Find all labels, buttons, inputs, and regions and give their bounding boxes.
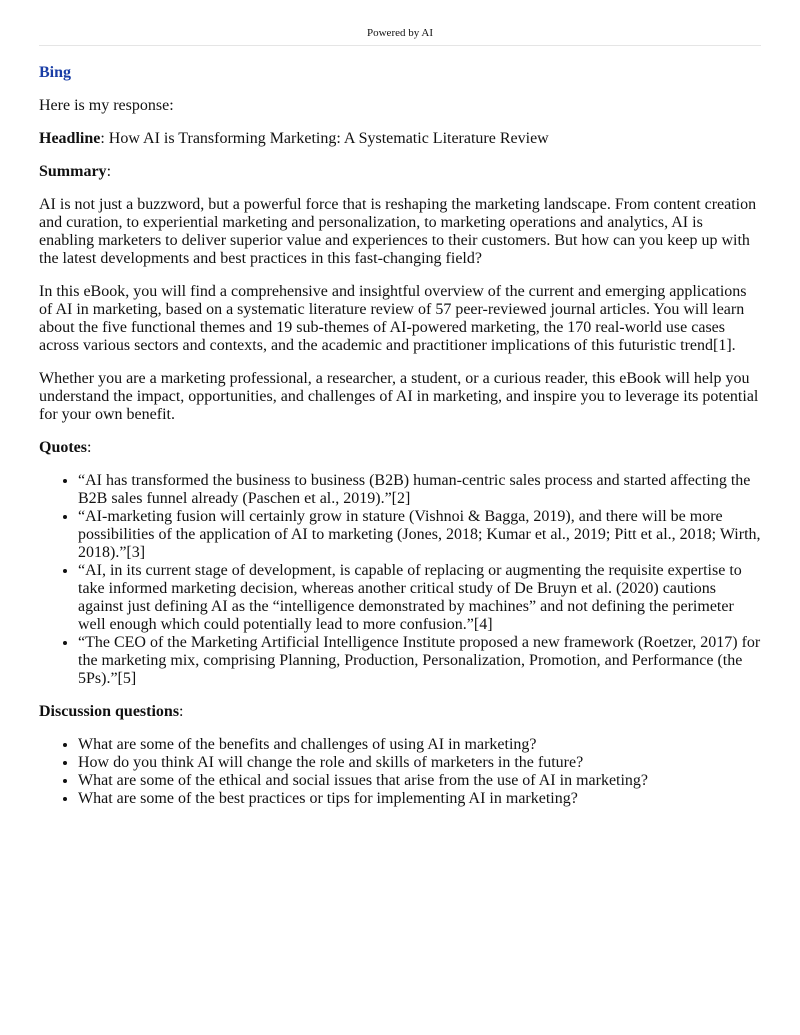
discussion-list — [39, 736, 761, 808]
summary-paragraph-3: Whether you are a marketing professional, a researcher, a student, or a curious reader, this eBook will help you understand the impact, opportunities, and challenges of AI in marketing, and inspire you to leverage its potential for your own benefit. — [39, 370, 759, 423]
quotes-colon: : — [87, 439, 92, 456]
discussion-item-3: • What are some of the ethical and social issues that arise from the use of AI in marketing? — [78, 772, 761, 790]
discussion-colon: : — [179, 703, 184, 720]
quote-item-4: • “The CEO of the Marketing Artificial Intelligence Institute proposed a new framework (Roetzer, 2017) for the marketing mix, comprising Planning, Production, Personalization, Promotion, and Performance (the 5Ps).”[5] — [78, 634, 761, 688]
discussion-item-4: • What are some of the best practices or tips for implementing AI in marketing? — [78, 790, 761, 808]
discussion-heading — [39, 703, 761, 721]
quotes-label: Quotes — [39, 439, 87, 456]
quotes-heading — [39, 439, 761, 457]
quotes-list — [39, 472, 761, 688]
summary-paragraph-2: In this eBook, you will find a comprehensive and insightful overview of the current and emerging applications of AI in marketing, based on a systematic literature review of 57 peer-reviewed journal articles. You will learn about the five functional themes and 19 sub-themes of AI-powered marketing, the 170 real-world use cases across various sectors and contexts, and the academic and practitioner implications of this futuristic trend[1]. — [39, 283, 747, 354]
powered-by-header: Powered by AI — [39, 0, 761, 46]
quote-item-3: • “AI, in its current stage of development, is capable of replacing or augmenting the requisite expertise to take informed marketing decision, whereas another critical study of De Bruyn et al. (2020) cautions against just defining AI as the “intelligence demonstrated by machines” and not defining the perimeter well enough which could potentially lead to more confusion.”[4] — [78, 562, 761, 634]
summary-label: Summary — [39, 163, 107, 180]
summary-heading — [39, 163, 761, 181]
intro-text: Here is my response: — [39, 97, 174, 114]
discussion-label: Discussion questions — [39, 703, 180, 720]
summary-colon: : — [106, 163, 112, 180]
discussion-item-1: • What are some of the benefits and challenges of using AI in marketing? — [78, 736, 761, 754]
summary-paragraph-1: AI is not just a buzzword, but a powerful force that is reshaping the marketing landscape. From content creation and curation, to experiential marketing and personalization, to marketing operations and analytics, AI is enabling marketers to deliver superior value and experiences to their customers. But how can you keep up with the latest developments and best practices in this fast-changing field? — [39, 196, 757, 267]
headline-line — [39, 130, 761, 148]
quote-item-2: • “AI-marketing fusion will certainly grow in stature (Vishnoi & Bagga, 2019), and there will be more possibilities of the application of AI to marketing (Jones, 2018; Kumar et al., 2019; Pitt et al., 2018; Wirth, 2018).”[3] — [78, 508, 761, 562]
quote-item-1: • “AI has transformed the business to business (B2B) human-centric sales process and started affecting the B2B sales funnel already (Paschen et al., 2019).”[2] — [78, 472, 761, 508]
brand-title: Bing — [39, 64, 72, 81]
headline-text: : How AI is Transforming Marketing: A Systematic Literature Review — [100, 130, 549, 147]
headline-label: Headline — [39, 130, 101, 147]
discussion-item-2: • How do you think AI will change the role and skills of marketers in the future? — [78, 754, 761, 772]
